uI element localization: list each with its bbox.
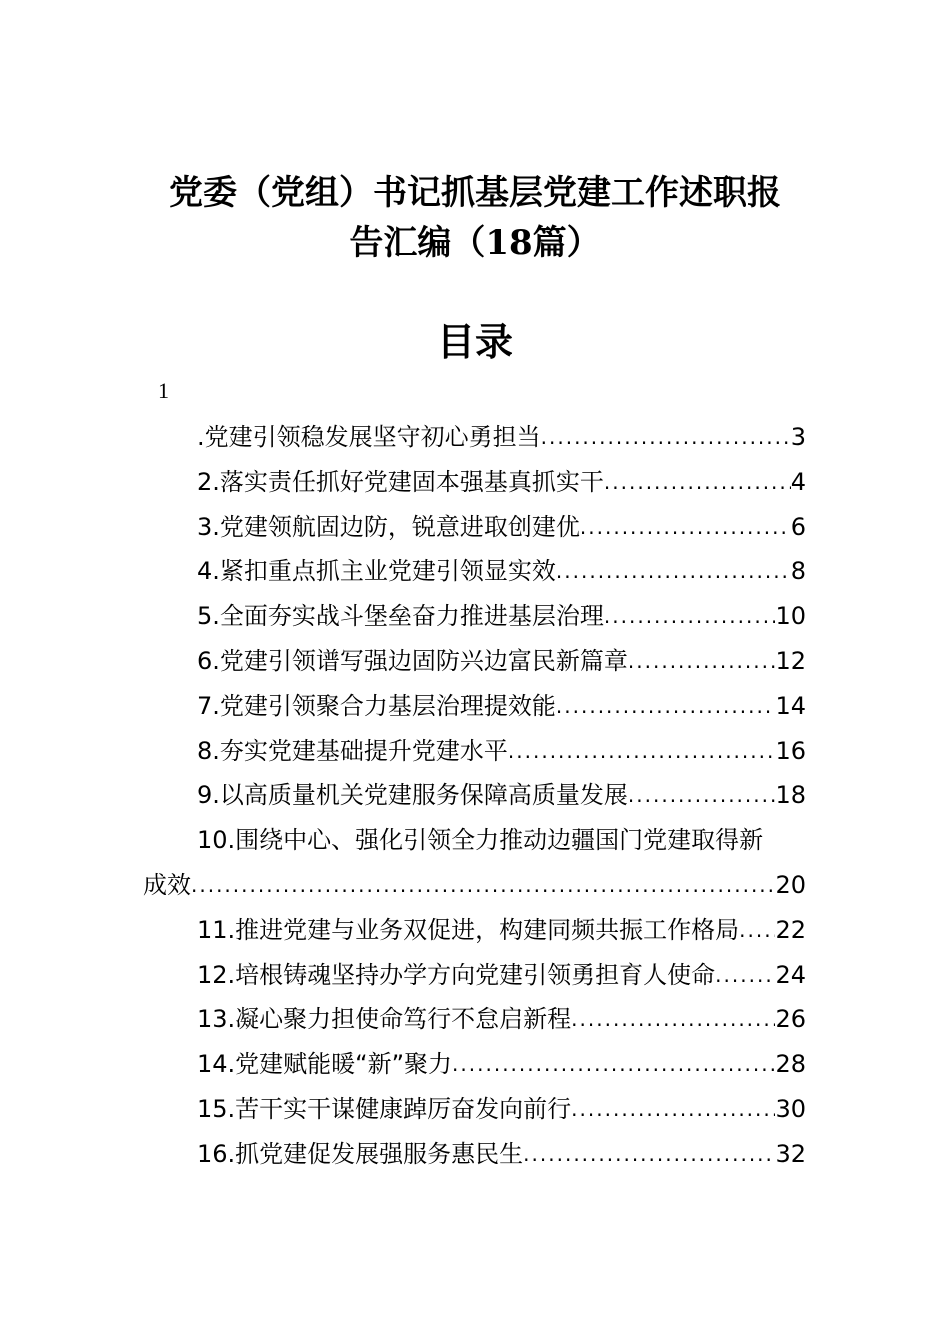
toc-entry-title: 2.落实责任抓好党建固本强基真抓实干 bbox=[197, 467, 604, 496]
toc-dot-leader bbox=[580, 505, 791, 550]
toc-entry-title: .党建引领稳发展坚守初心勇担当 bbox=[197, 423, 541, 451]
toc-page-number: 12 bbox=[775, 646, 806, 675]
toc-entry[interactable] bbox=[143, 773, 806, 818]
toc-entry-title: 9.以高质量机关党建服务保障高质量发展 bbox=[197, 781, 628, 810]
toc-dot-leader bbox=[556, 684, 776, 729]
toc-entry[interactable] bbox=[143, 953, 806, 998]
toc-page-number: 26 bbox=[775, 1005, 806, 1034]
toc-page-number: 10 bbox=[775, 602, 806, 631]
toc-dot-leader bbox=[556, 549, 791, 594]
toc-page-number: 22 bbox=[775, 915, 806, 944]
toc-page-number: 30 bbox=[775, 1094, 806, 1123]
toc-entry[interactable] bbox=[143, 997, 806, 1042]
toc-entry-title: 14.党建赋能暖“新”聚力 bbox=[197, 1050, 453, 1079]
table-of-contents bbox=[143, 415, 806, 1177]
toc-entry[interactable] bbox=[143, 1042, 806, 1087]
toc-dot-leader bbox=[508, 729, 776, 774]
toc-entry[interactable] bbox=[143, 1132, 806, 1177]
toc-entry-title: 3.党建领航固边防，锐意进取创建优 bbox=[197, 512, 580, 541]
toc-dot-leader bbox=[628, 639, 776, 684]
toc-dot-leader bbox=[523, 1132, 775, 1177]
toc-entry[interactable] bbox=[143, 594, 806, 639]
toc-page-number: 14 bbox=[775, 691, 806, 720]
toc-entry[interactable] bbox=[143, 505, 806, 550]
toc-entry-title: 5.全面夯实战斗堡垒奋力推进基层治理 bbox=[197, 602, 604, 631]
toc-page-number: 6 bbox=[790, 512, 806, 541]
toc-entry[interactable] bbox=[143, 639, 806, 684]
toc-page-number: 28 bbox=[775, 1050, 806, 1079]
toc-page-number: 8 bbox=[790, 557, 806, 586]
toc-page-number: 3 bbox=[790, 423, 806, 451]
toc-page-number: 20 bbox=[775, 870, 806, 899]
toc-dot-leader bbox=[604, 594, 776, 639]
toc-entry-title: 15.苦干实干谋健康踔厉奋发向前行 bbox=[197, 1094, 572, 1123]
toc-entry[interactable] bbox=[143, 818, 806, 863]
toc-entry[interactable] bbox=[143, 684, 806, 729]
toc-entry-title: 7.党建引领聚合力基层治理提效能 bbox=[197, 691, 556, 720]
toc-dot-leader bbox=[739, 908, 775, 953]
toc-entry-title: 4.紧扣重点抓主业党建引领显实效 bbox=[197, 557, 556, 586]
toc-entry[interactable] bbox=[143, 908, 806, 953]
toc-dot-leader bbox=[571, 1087, 775, 1132]
toc-entry[interactable] bbox=[143, 460, 806, 505]
toc-page-number: 24 bbox=[775, 960, 806, 989]
toc-entry-title: 8.夯实党建基础提升党建水平 bbox=[197, 736, 508, 765]
toc-entry-title: 13.凝心聚力担使命笃行不怠启新程 bbox=[197, 1005, 572, 1034]
toc-dot-leader bbox=[604, 460, 791, 505]
toc-entry[interactable] bbox=[143, 549, 806, 594]
toc-page-number: 4 bbox=[790, 467, 806, 496]
toc-page-number: 18 bbox=[775, 781, 806, 810]
toc-page-number: 16 bbox=[775, 736, 806, 765]
toc-dot-leader bbox=[715, 953, 775, 998]
toc-entry-title: 12.培根铸魂坚持办学方向党建引领勇担育人使命 bbox=[197, 960, 716, 989]
toc-first-number: 1 bbox=[158, 378, 169, 403]
toc-dot-leader bbox=[571, 997, 775, 1042]
toc-entry-title: 11.推进党建与业务双促进，构建同频共振工作格局 bbox=[197, 915, 740, 944]
toc-dot-leader bbox=[541, 415, 791, 460]
toc-dot-leader bbox=[452, 1042, 775, 1087]
toc-entry-title: 6.党建引领谱写强边固防兴边富民新篇章 bbox=[197, 646, 628, 675]
document-title-line-1: 党委（党组）书记抓基层党建工作述职报 bbox=[169, 173, 781, 213]
toc-entry-continuation[interactable] bbox=[143, 863, 806, 908]
toc-entry[interactable] bbox=[143, 1087, 806, 1132]
toc-dot-leader bbox=[628, 773, 776, 818]
toc-dot-leader bbox=[191, 863, 775, 908]
toc-entry-title: 10.围绕中心、强化引领全力推动边疆国门党建取得新 bbox=[197, 826, 764, 855]
toc-entry[interactable] bbox=[143, 729, 806, 774]
document-title-line-2: 告汇编（18篇） bbox=[349, 223, 601, 263]
toc-heading: 目录 bbox=[436, 319, 513, 364]
toc-entry-title: 成效 bbox=[143, 870, 191, 899]
toc-entry[interactable] bbox=[143, 415, 806, 460]
toc-entry-title: 16.抓党建促发展强服务惠民生 bbox=[197, 1139, 524, 1168]
toc-page-number: 32 bbox=[775, 1139, 806, 1168]
